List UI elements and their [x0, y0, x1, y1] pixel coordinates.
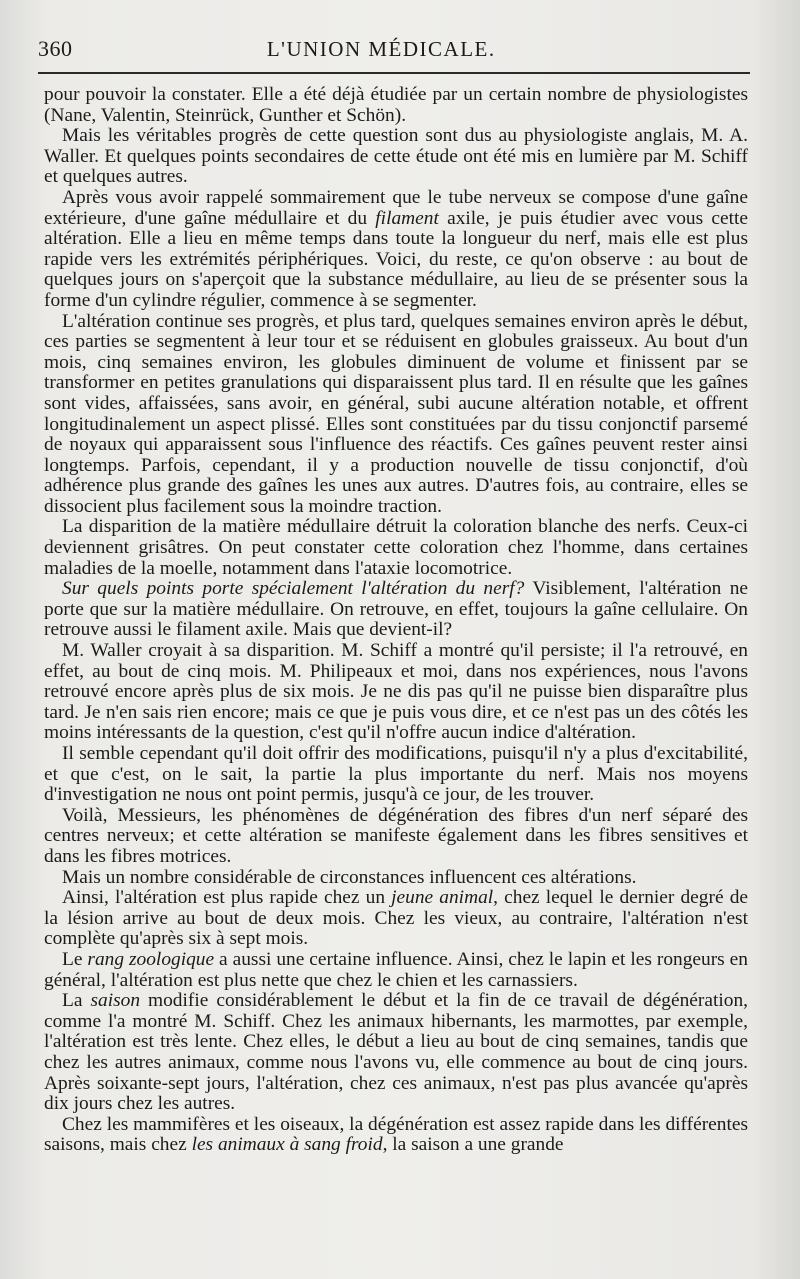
page-number: 360: [38, 36, 73, 61]
paragraph: pour pouvoir la constater. Elle a été déjà étudiée par un certain nombre de physiologistes (Nane, Valentin, Steinrück, Gunther et Schön).: [44, 84, 748, 126]
paragraph: Sur quels points porte spécialement l'altération du nerf? Visiblement, l'altération ne porte que sur la matière médullaire. On retrouve, en effet, toujours la gaîne cellulaire. On retrouve aussi le filament axile. Mais que devient-il?: [44, 578, 749, 641]
running-title: L'UNION MÉDICALE.: [266, 37, 496, 61]
paragraph: Il semble cependant qu'il doit offrir des modifications, puisqu'il n'y a plus d'excitabilité, et que c'est, on le sait, la partie la plus importante du nerf. Mais nos moyens d'investigation ne nous ont point permis, jusqu'à ce jour, de les trouver.: [44, 743, 748, 806]
paragraph: Ainsi, l'altération est plus rapide chez un jeune animal, chez lequel le dernier degré de la lésion arrive au bout de deux mois. Chez les vieux, au contraire, l'altération n'est complète qu'après six à sept mois.: [44, 887, 748, 950]
paragraph: L'altération continue ses progrès, et plus tard, quelques semaines environ après le début, ces parties se segmentent à leur tour et se réduisent en globules graisseux. Au bout d'un mois, cinq semaines environ, les globules diminuent de volume et finissent par se transformer en petites granulations qui disparaissent plus tard. Il en résulte que les gaînes sont vides, affaissées, sans avoir, en général, subi aucune altération notable, et offrent longitudinalement un aspect plissé. Elles sont constituées par du tissu conjonctif parsemé de noyaux qui apparaissent sous l'influence des réactifs. Ces gaînes peuvent rester ainsi longtemps. Parfois, cependant, il y a production nouvelle de tissu conjonctif, d'où adhérence plus grande des gaînes les unes aux autres. D'autres fois, au contraire, elles se dissocient plus facilement sous la moindre traction.: [44, 310, 748, 517]
header-rule: [38, 72, 750, 74]
paragraph: Le rang zoologique a aussi une certaine influence. Ainsi, chez le lapin et les rongeurs en général, l'altération est plus nette que chez le chien et les carnassiers.: [44, 948, 748, 991]
paragraph: Mais un nombre considérable de circonstances influencent ces altérations.: [62, 866, 637, 888]
paragraph: Mais les véritables progrès de cette question sont dus au physiologiste anglais, M. A. Waller. Et quelques points secondaires de cette étude ont été mis en lumière par M. Schiff et quelques autres.: [44, 125, 748, 188]
running-header: [38, 36, 750, 66]
paragraph: La saison modifie considérablement le début et la fin de ce travail de dégénération, comme l'a montré M. Schiff. Chez les animaux hibernants, les marmottes, par exemple, l'altération est très lente. Chez elles, le début a lieu au bout de cinq semaines, tandis que chez les autres animaux, comme nous l'avons vu, elle commence au bout de cinq jours. Après soixante-sept jours, l'altération, chez ces animaux, n'est pas plus avancée qu'après dix jours chez les autres.: [44, 990, 748, 1115]
paragraph: La disparition de la matière médullaire détruit la coloration blanche des nerfs. Ceux-ci deviennent grisâtres. On peut constater cette coloration chez l'homme, dans certaines maladies de la moelle, notamment dans l'ataxie locomotrice.: [44, 516, 748, 579]
paragraph: Voilà, Messieurs, les phénomènes de dégénération des fibres d'un nerf séparé des centres nerveux; et cette altération se manifeste également dans les fibres sensitives et dans les fibres motrices.: [44, 804, 748, 867]
paragraph: Chez les mammifères et les oiseaux, la dégénération est assez rapide dans les différentes saisons, mais chez les animaux à sang froid, la saison a une grande: [44, 1113, 748, 1156]
body-text: [44, 85, 748, 1156]
paragraph: M. Waller croyait à sa disparition. M. Schiff a montré qu'il persiste; il l'a retrouvé, en effet, au bout de cinq mois. M. Philipeaux et moi, dans nos expériences, nous l'avons retrouvé encore après plus de six mois. Je ne dis pas qu'il ne puisse bien disparaître plus tard. Je n'en sais rien encore; mais ce que je puis vous dire, et ce n'est pas un des côtés les moins intéressants de la question, c'est qu'il n'offre aucun indice d'altération.: [44, 640, 748, 744]
paragraph: Après vous avoir rappelé sommairement que le tube nerveux se compose d'une gaîne extérieure, d'une gaîne médullaire et du filament axile, je puis étudier avec vous cette altération. Elle a lieu en même temps dans toute la longueur du nerf, mais elle est plus rapide vers les extrémités périphériques. Voici, du reste, ce qu'on observe : au bout de quelques jours on s'aperçoit que la substance médullaire, au lieu de se présenter sous la forme d'un cylindre régulier, commence à se segmenter.: [44, 186, 748, 311]
